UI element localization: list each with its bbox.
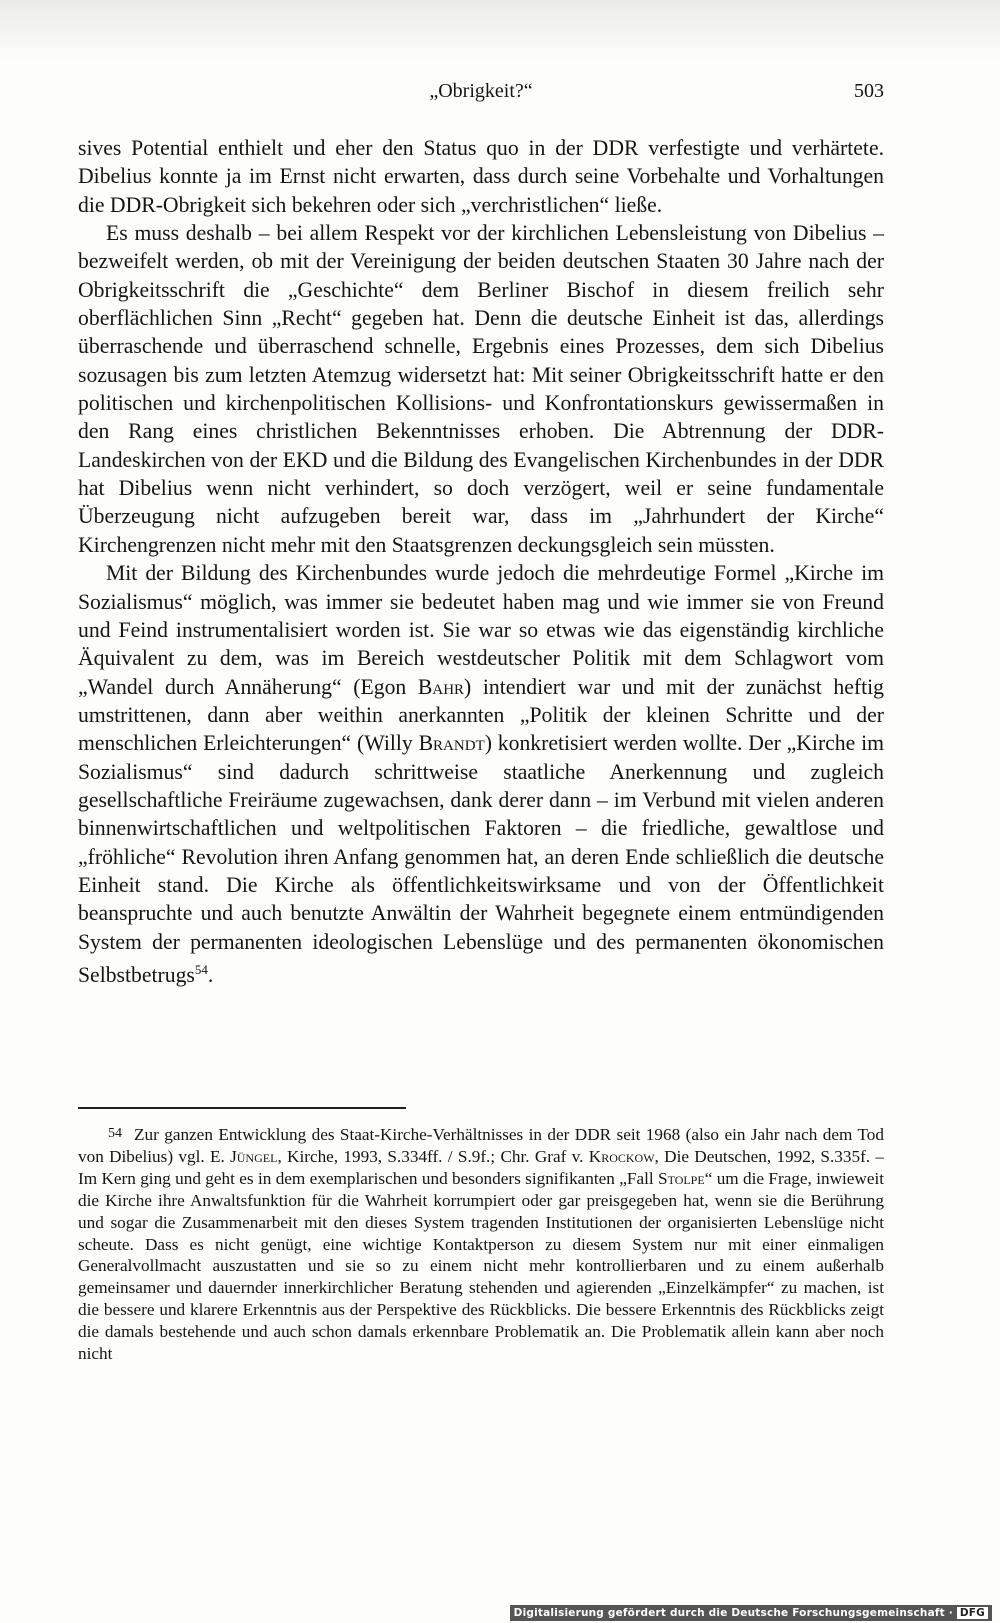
footnote-reference: 54 bbox=[194, 961, 208, 977]
paragraph-text: Mit der Bildung des Kirchenbundes wurde jedoch die mehrdeutige Formel „Kirche im Sozialismus“ möglich, was immer sie bedeutet haben mag und wie immer sie von Freund und Feind instrumentalisiert worden ist. Sie war so etwas wie das eigenständig kirchliche Äquivalent zu dem, was im Bereich westdeutscher Politik mit dem Schlagwort vom „Wandel durch Annäherung“ (Egon bbox=[78, 561, 884, 699]
author-name-small-caps: Krockow bbox=[588, 1146, 655, 1166]
footnote bbox=[78, 1123, 884, 1365]
paragraph-continued: sives Potential enthielt und eher den Status quo in der DDR verfestigte und verhärtete. Dibelius konnte ja im Ernst nicht erwarten, dass durch seine Vorbehalte und Vorhaltungen die DDR-Obrigkeit sich bekehren oder sich „verchristlichen“ ließe. bbox=[78, 136, 884, 217]
footnote-text: , Die Deutschen, 1992, S.335f. – Im Kern ging und geht es in dem exemplarischen und besonders signifikanten „Fall bbox=[78, 1146, 884, 1188]
main-text bbox=[78, 134, 884, 990]
footnote-number: 54 bbox=[108, 1126, 122, 1141]
paragraph-text: ) konkretisiert werden wollte. Der „Kirche im Sozialismus“ sind dadurch schrittweise staatliche Anerkennung und zugleich gesellschaftliche Freiräume zugewachsen, dank derer dann – im Verbund mit vielen anderen binnenwirtschaftlichen und weltpolitischen Faktoren – die friedliche, gewaltlose und „fröhliche“ Revolution ihren Anfang genommen hat, an deren Ende schließlich die deutsche Einheit stand. Die Kirche als öffentlichkeitswirksame und von der Öffentlichkeit beanspruchte und auch benutzte Anwältin der Wahrheit begegnete einem entmündigenden System der permanenten ideologischen Lebenslüge und des permanenten ökonomischen Selbstbetrugs bbox=[78, 731, 884, 988]
footnote-text: “ um die Frage, inwieweit die Kirche ihre Anwaltsfunktion für die Wahrheit korrumpiert oder gar preisgegeben hat, wenn sie die Berührung und sogar die Zusammenarbeit mit den dieses System tragenden Institutionen der organisierten Lebenslüge nicht scheute. Dass es nicht genügt, eine wichtige Kontaktperson zu diesem System nur mit einer einmaligen Generalvollmacht auszustatten und sie so zu einem nicht mehr kontrollierbaren und zu einem außerhalb gemeinsamer und dauernder innerkirchlicher Beratung stehenden und agierenden „Einzelkämpfer“ zu machen, ist die bessere und klarere Erkenntnis aus der Perspektive des Rückblicks. Die bessere Erkenntnis des Rückblicks zeigt die damals bestehende und auch schon damals erkennbare Problematik an. Die Problematik allein kann aber noch nicht bbox=[78, 1168, 884, 1364]
author-name-small-caps: Bahr bbox=[417, 674, 465, 699]
page-number: 503 bbox=[854, 80, 884, 102]
paragraph-text: ) intendiert war und mit der zunächst heftig umstrittenen, dann aber weithin anerkannten „Politik der kleinen Schritte und der menschlichen Erleichterungen“ (Willy bbox=[78, 674, 884, 756]
watermark-text: Digitalisierung gefördert durch die Deutsche Forschungsgemeinschaft · bbox=[513, 1607, 953, 1619]
paragraph bbox=[78, 559, 884, 989]
paragraph-text: . bbox=[207, 963, 214, 988]
digitization-watermark bbox=[510, 1605, 992, 1621]
author-name-small-caps: Brandt bbox=[418, 731, 485, 756]
dfg-logo: DFG bbox=[957, 1607, 988, 1619]
footnote-text: Zur ganzen Entwicklung des Staat-Kirche-Verhältnisses in der DDR seit 1968 (also ein Jahr nach dem Tod von Dibelius) vgl. E. bbox=[78, 1125, 884, 1166]
footnote-separator bbox=[78, 1107, 406, 1109]
running-title: „Obrigkeit?“ bbox=[429, 80, 533, 102]
footnote-text: , Kirche, 1993, S.334ff. / S.9f.; Chr. Graf v. bbox=[277, 1146, 589, 1166]
paragraph: Es muss deshalb – bei allem Respekt vor der kirchlichen Lebensleistung von Dibelius – bezweifelt werden, ob mit der Vereinigung der beiden deutschen Staaten 30 Jahre nach der Obrigkeitsschrift die „Geschichte“ dem Berliner Bischof in diesem freilich sehr oberflächlichen Sinn „Recht“ gegeben hat. Denn die deutsche Einheit ist das, allerdings überraschende und überraschend schnelle, Ergebnis eines Prozesses, dem sich Dibelius sozusagen bis zum letzten Atemzug widersetzt hat: Mit seiner Obrigkeitsschrift hatte er den politischen und kirchenpolitischen Kollisions- und Konfrontationskurs gewissermaßen in den Rang eines christlichen Bekenntnisses erhoben. Die Abtrennung der DDR-Landeskirchen von der EKD und die Bildung des Evangelischen Kirchenbundes in der DDR hat Dibelius wenn nicht verhindert, so doch verzögert, weil er seine fundamentale Überzeugung nicht aufzugeben bereit war, dass im „Jahrhundert der Kirche“ Kirchengrenzen nicht mehr mit den Staatsgrenzen deckungsgleich sein müssten. bbox=[78, 221, 884, 557]
running-head bbox=[78, 80, 884, 108]
author-name-small-caps: Stolpe bbox=[658, 1168, 705, 1188]
author-name-small-caps: Jüngel bbox=[230, 1146, 278, 1166]
